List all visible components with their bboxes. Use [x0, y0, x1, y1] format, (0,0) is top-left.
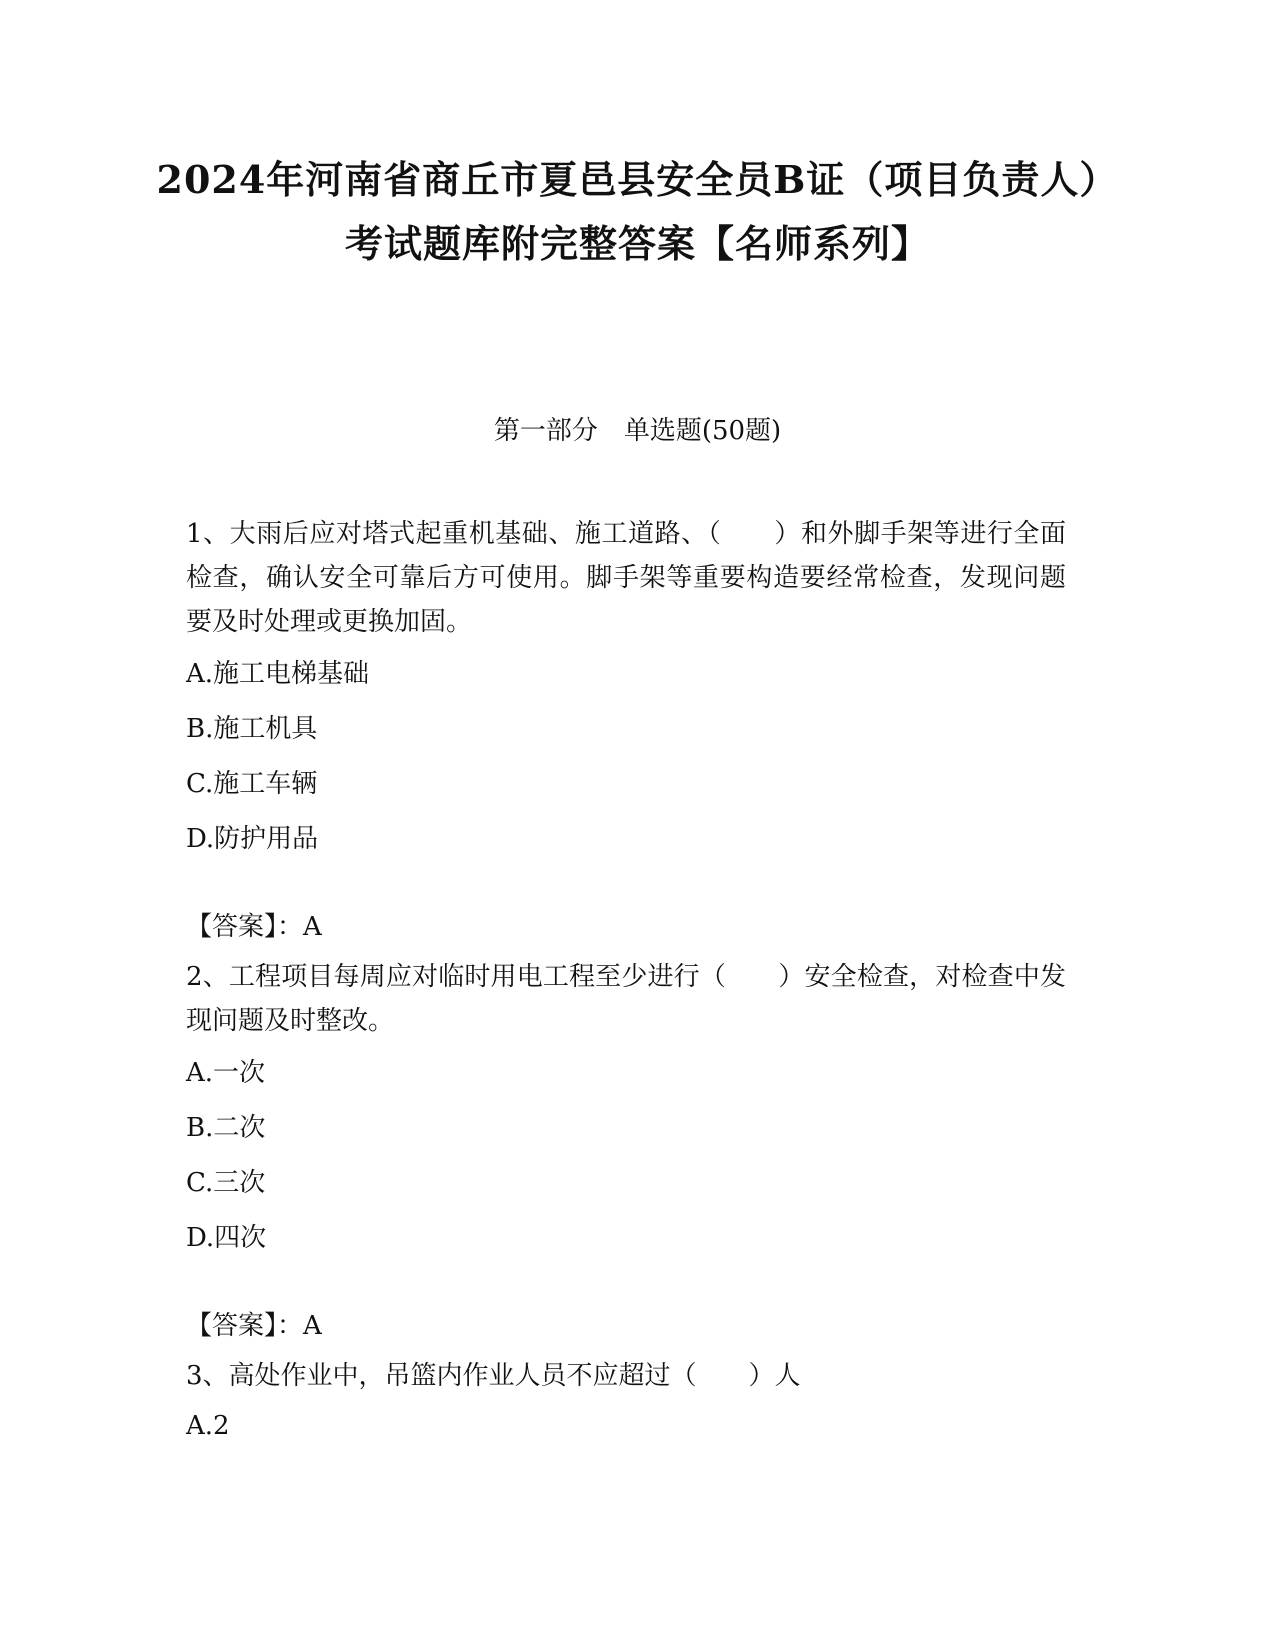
option-d: D.四次 — [186, 1223, 267, 1253]
question-text: 1、大雨后应对塔式起重机基础、施工道路、（ ）和外脚手架等进行全面检查，确认安全可靠后方可使用。脚手架等重要构造要经常检查，发现问题要及时处理或更换加固。 — [186, 519, 1066, 637]
section-heading: 第一部分 单选题(50题) — [493, 416, 782, 446]
question-text: 2、工程项目每周应对临时用电工程至少进行（ ）安全检查，对检查中发现问题及时整改。 — [186, 962, 1066, 1036]
document-title: 2024年河南省商丘市夏邑县安全员B证（项目负责人）考试题库附完整答案【名师系列】 — [156, 157, 1119, 266]
option-c: C.三次 — [186, 1168, 266, 1198]
option-d: D.防护用品 — [186, 824, 319, 854]
question-3 — [186, 1354, 1066, 1446]
question-list — [186, 512, 1066, 1461]
option-list — [186, 1053, 1066, 1258]
option-list — [186, 654, 1066, 859]
option-a: A.2 — [186, 1411, 230, 1441]
question-1 — [186, 512, 1066, 947]
answer-line: 【答案】：A — [186, 1311, 322, 1341]
question-text: 3、高处作业中，吊篮内作业人员不应超过（ ）人 — [186, 1361, 801, 1391]
question-2 — [186, 955, 1066, 1346]
option-b: B.施工机具 — [186, 714, 318, 744]
option-list — [186, 1406, 1066, 1446]
option-c: C.施工车辆 — [186, 769, 318, 799]
option-b: B.二次 — [186, 1113, 266, 1143]
option-a: A.一次 — [186, 1058, 266, 1088]
option-a: A.施工电梯基础 — [186, 659, 370, 689]
answer-line: 【答案】：A — [186, 912, 322, 942]
